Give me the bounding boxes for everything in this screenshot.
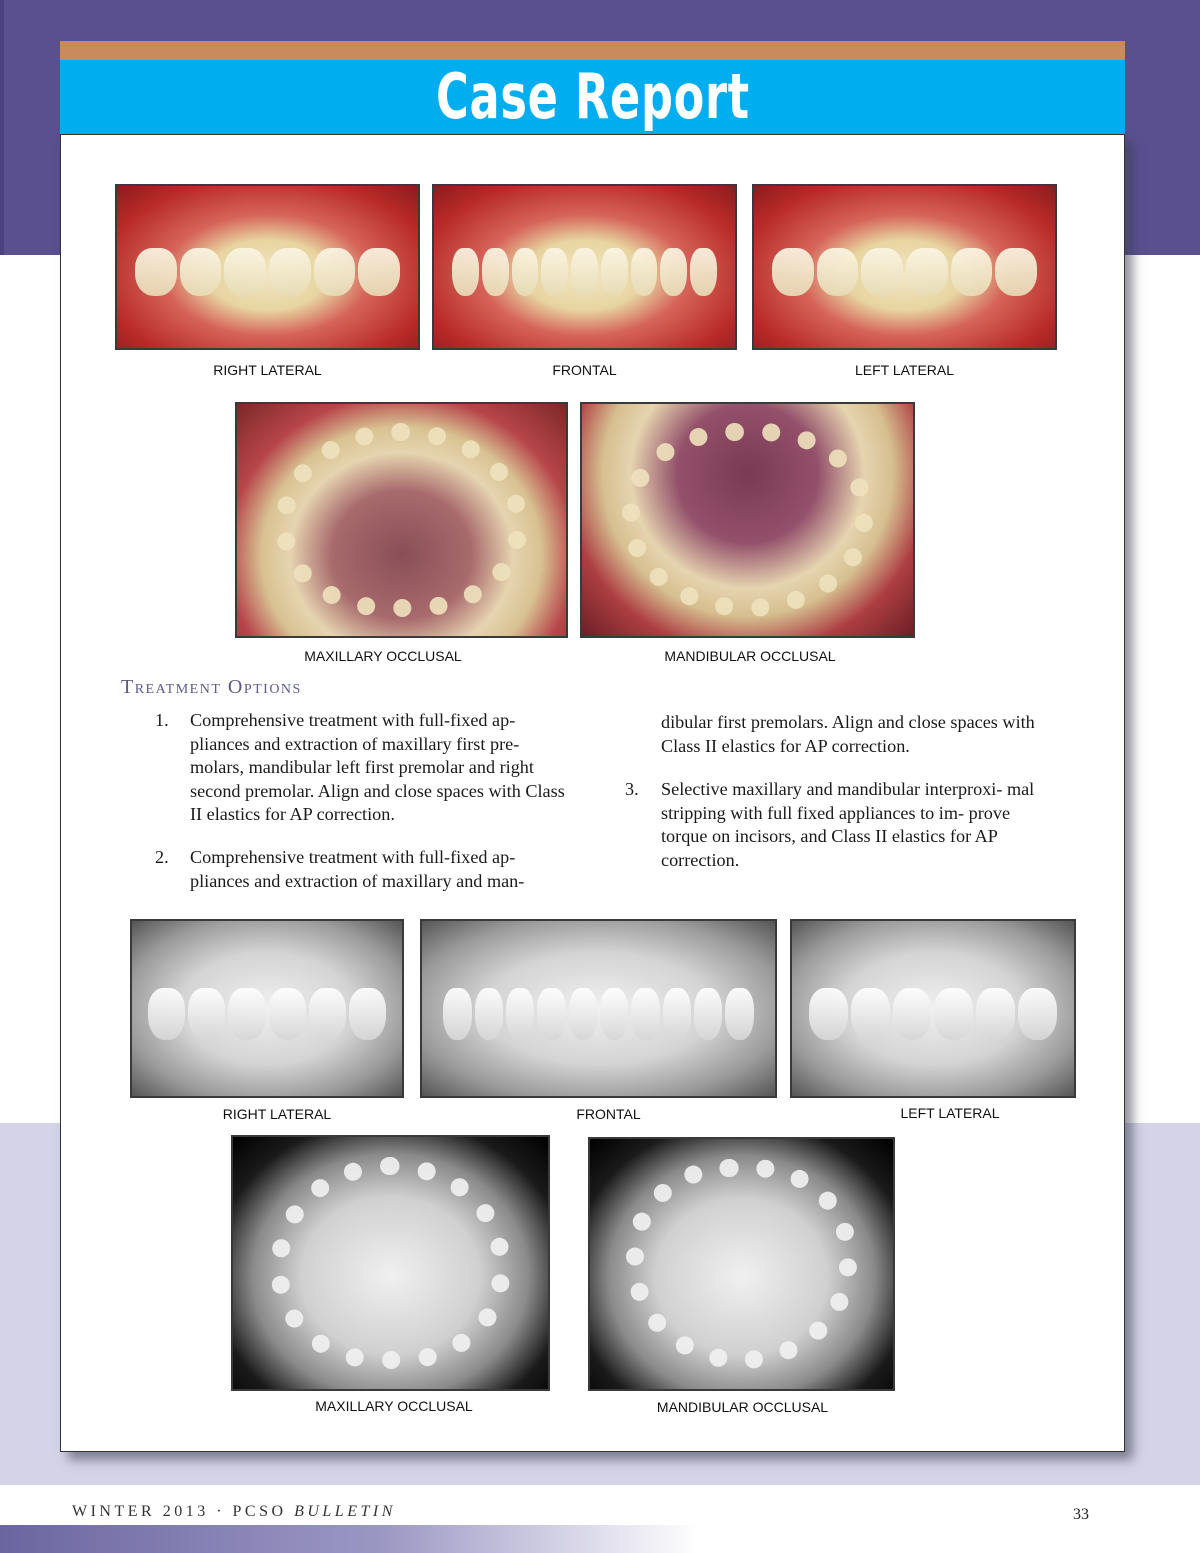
footer-publication: BULLETIN — [294, 1503, 396, 1520]
intraoral-right-lateral-photo — [115, 184, 420, 350]
footer-issue-line — [72, 1503, 396, 1521]
caption-cast-right-lateral: RIGHT LATERAL — [222, 1106, 332, 1122]
list-number: 2. — [155, 847, 169, 867]
accent-strip — [60, 41, 1125, 60]
caption-cast-maxillary-occlusal: MAXILLARY OCCLUSAL — [315, 1398, 473, 1414]
cast-maxillary-occlusal-photo — [231, 1135, 550, 1391]
treatment-option-2: Comprehensive treatment with full-fixed ap- pliances and extraction of maxillary and man- — [190, 847, 525, 891]
caption-frontal: FRONTAL — [552, 362, 617, 378]
intraoral-maxillary-occlusal-photo — [235, 402, 568, 638]
title-banner — [60, 60, 1125, 134]
caption-left-lateral: LEFT LATERAL — [854, 362, 955, 378]
intraoral-frontal-photo — [432, 184, 737, 350]
caption-cast-frontal: FRONTAL — [576, 1106, 641, 1122]
treatment-option-3: Selective maxillary and mandibular interproxi- mal stripping with full fixed appliances to im- prove torque on incisors, and Class II elastics for AP correction. — [661, 779, 1035, 870]
page-number: 33 — [1073, 1506, 1089, 1523]
intraoral-left-lateral-photo — [752, 184, 1057, 350]
caption-mandibular-occlusal: MANDIBULAR OCCLUSAL — [664, 648, 836, 664]
footer-gradient-bar — [0, 1525, 700, 1553]
page-title: Case Report — [435, 60, 750, 133]
treatment-options-heading: Treatment Options — [121, 676, 302, 698]
list-number: 3. — [625, 779, 639, 799]
cast-left-lateral-photo — [790, 919, 1076, 1098]
caption-right-lateral: RIGHT LATERAL — [213, 362, 322, 378]
caption-cast-left-lateral: LEFT LATERAL — [900, 1105, 1000, 1121]
top-left-edge-line — [0, 0, 4, 255]
cast-frontal-photo — [420, 919, 777, 1098]
footer-issue: WINTER 2013 · PCSO — [72, 1503, 287, 1520]
treatment-option-1: Comprehensive treatment with full-fixed ap- pliances and extraction of maxillary first pre- molars, mandibular left first premolar and right second premolar. Align and close spaces with Class II elastics for AP correction. — [190, 710, 565, 825]
list-number: 1. — [155, 710, 169, 730]
intraoral-mandibular-occlusal-photo — [580, 402, 915, 638]
caption-maxillary-occlusal: MAXILLARY OCCLUSAL — [304, 648, 462, 664]
treatment-option-2-continued: dibular first premolars. Align and close spaces with Class II elastics for AP correction. — [661, 712, 1035, 756]
cast-mandibular-occlusal-photo — [588, 1137, 895, 1391]
cast-right-lateral-photo — [130, 919, 404, 1098]
caption-cast-mandibular-occlusal: MANDIBULAR OCCLUSAL — [656, 1399, 829, 1415]
